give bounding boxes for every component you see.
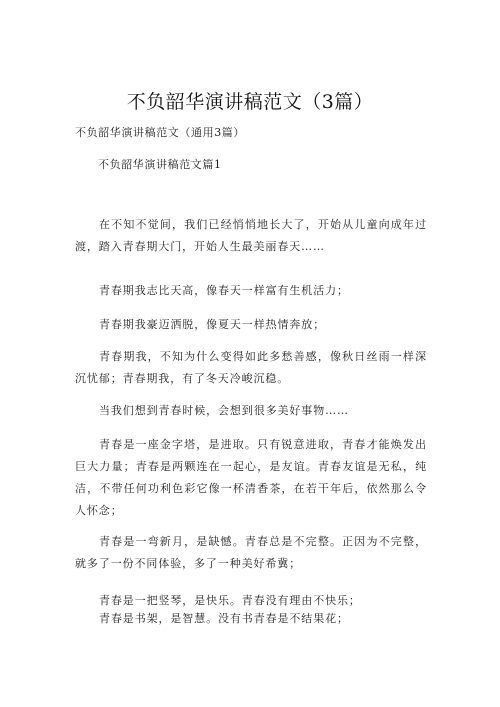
paragraph: 在不知不觉间，我们已经悄悄地长大了，开始从儿童向成年过渡，踏入青春期大门，开始人生最美丽春天…… <box>75 218 427 253</box>
paragraph: 青春期我，不知为什么变得如此多愁善感，像秋日丝雨一样深沉忧郁；青春期我，有了冬天冷峻沉稳。 <box>75 350 427 385</box>
section-heading: 不负韶华演讲稿范文篇1 <box>98 158 222 171</box>
paragraph: 青春期我豪迈洒脱，像夏天一样热情奔放； <box>99 318 326 331</box>
paragraph: 青春是一把竖琴，是快乐。青春没有理由不快乐； <box>99 594 361 607</box>
paragraph: 青春期我志比天高，像春天一样富有生机活力； <box>99 284 349 297</box>
paragraph: 青春是书架，是智慧。没有书青春是不结果花； <box>99 612 349 625</box>
paragraph: 青春是一弯新月，是缺憾。青春总是不完整。正因为不完整，就多了一份不同体验，多了一种美好希冀； <box>75 535 427 570</box>
paragraph: 青春是一座金字塔，是进取。只有锐意进取，青春才能焕发出巨大力量；青春是两颗连在一起心，是友谊。青春友谊是无私，纯洁，不带任何功利色彩它像一杯清香茶，在若干年后，依然那么令人怀念； <box>75 438 427 517</box>
document-title: 不负韶华演讲稿范文（3篇） <box>126 91 374 113</box>
paragraph: 当我们想到青春时候，会想到很多美好事物…… <box>99 404 349 417</box>
document-subtitle: 不负韶华演讲稿范文（通用3篇） <box>75 126 245 139</box>
